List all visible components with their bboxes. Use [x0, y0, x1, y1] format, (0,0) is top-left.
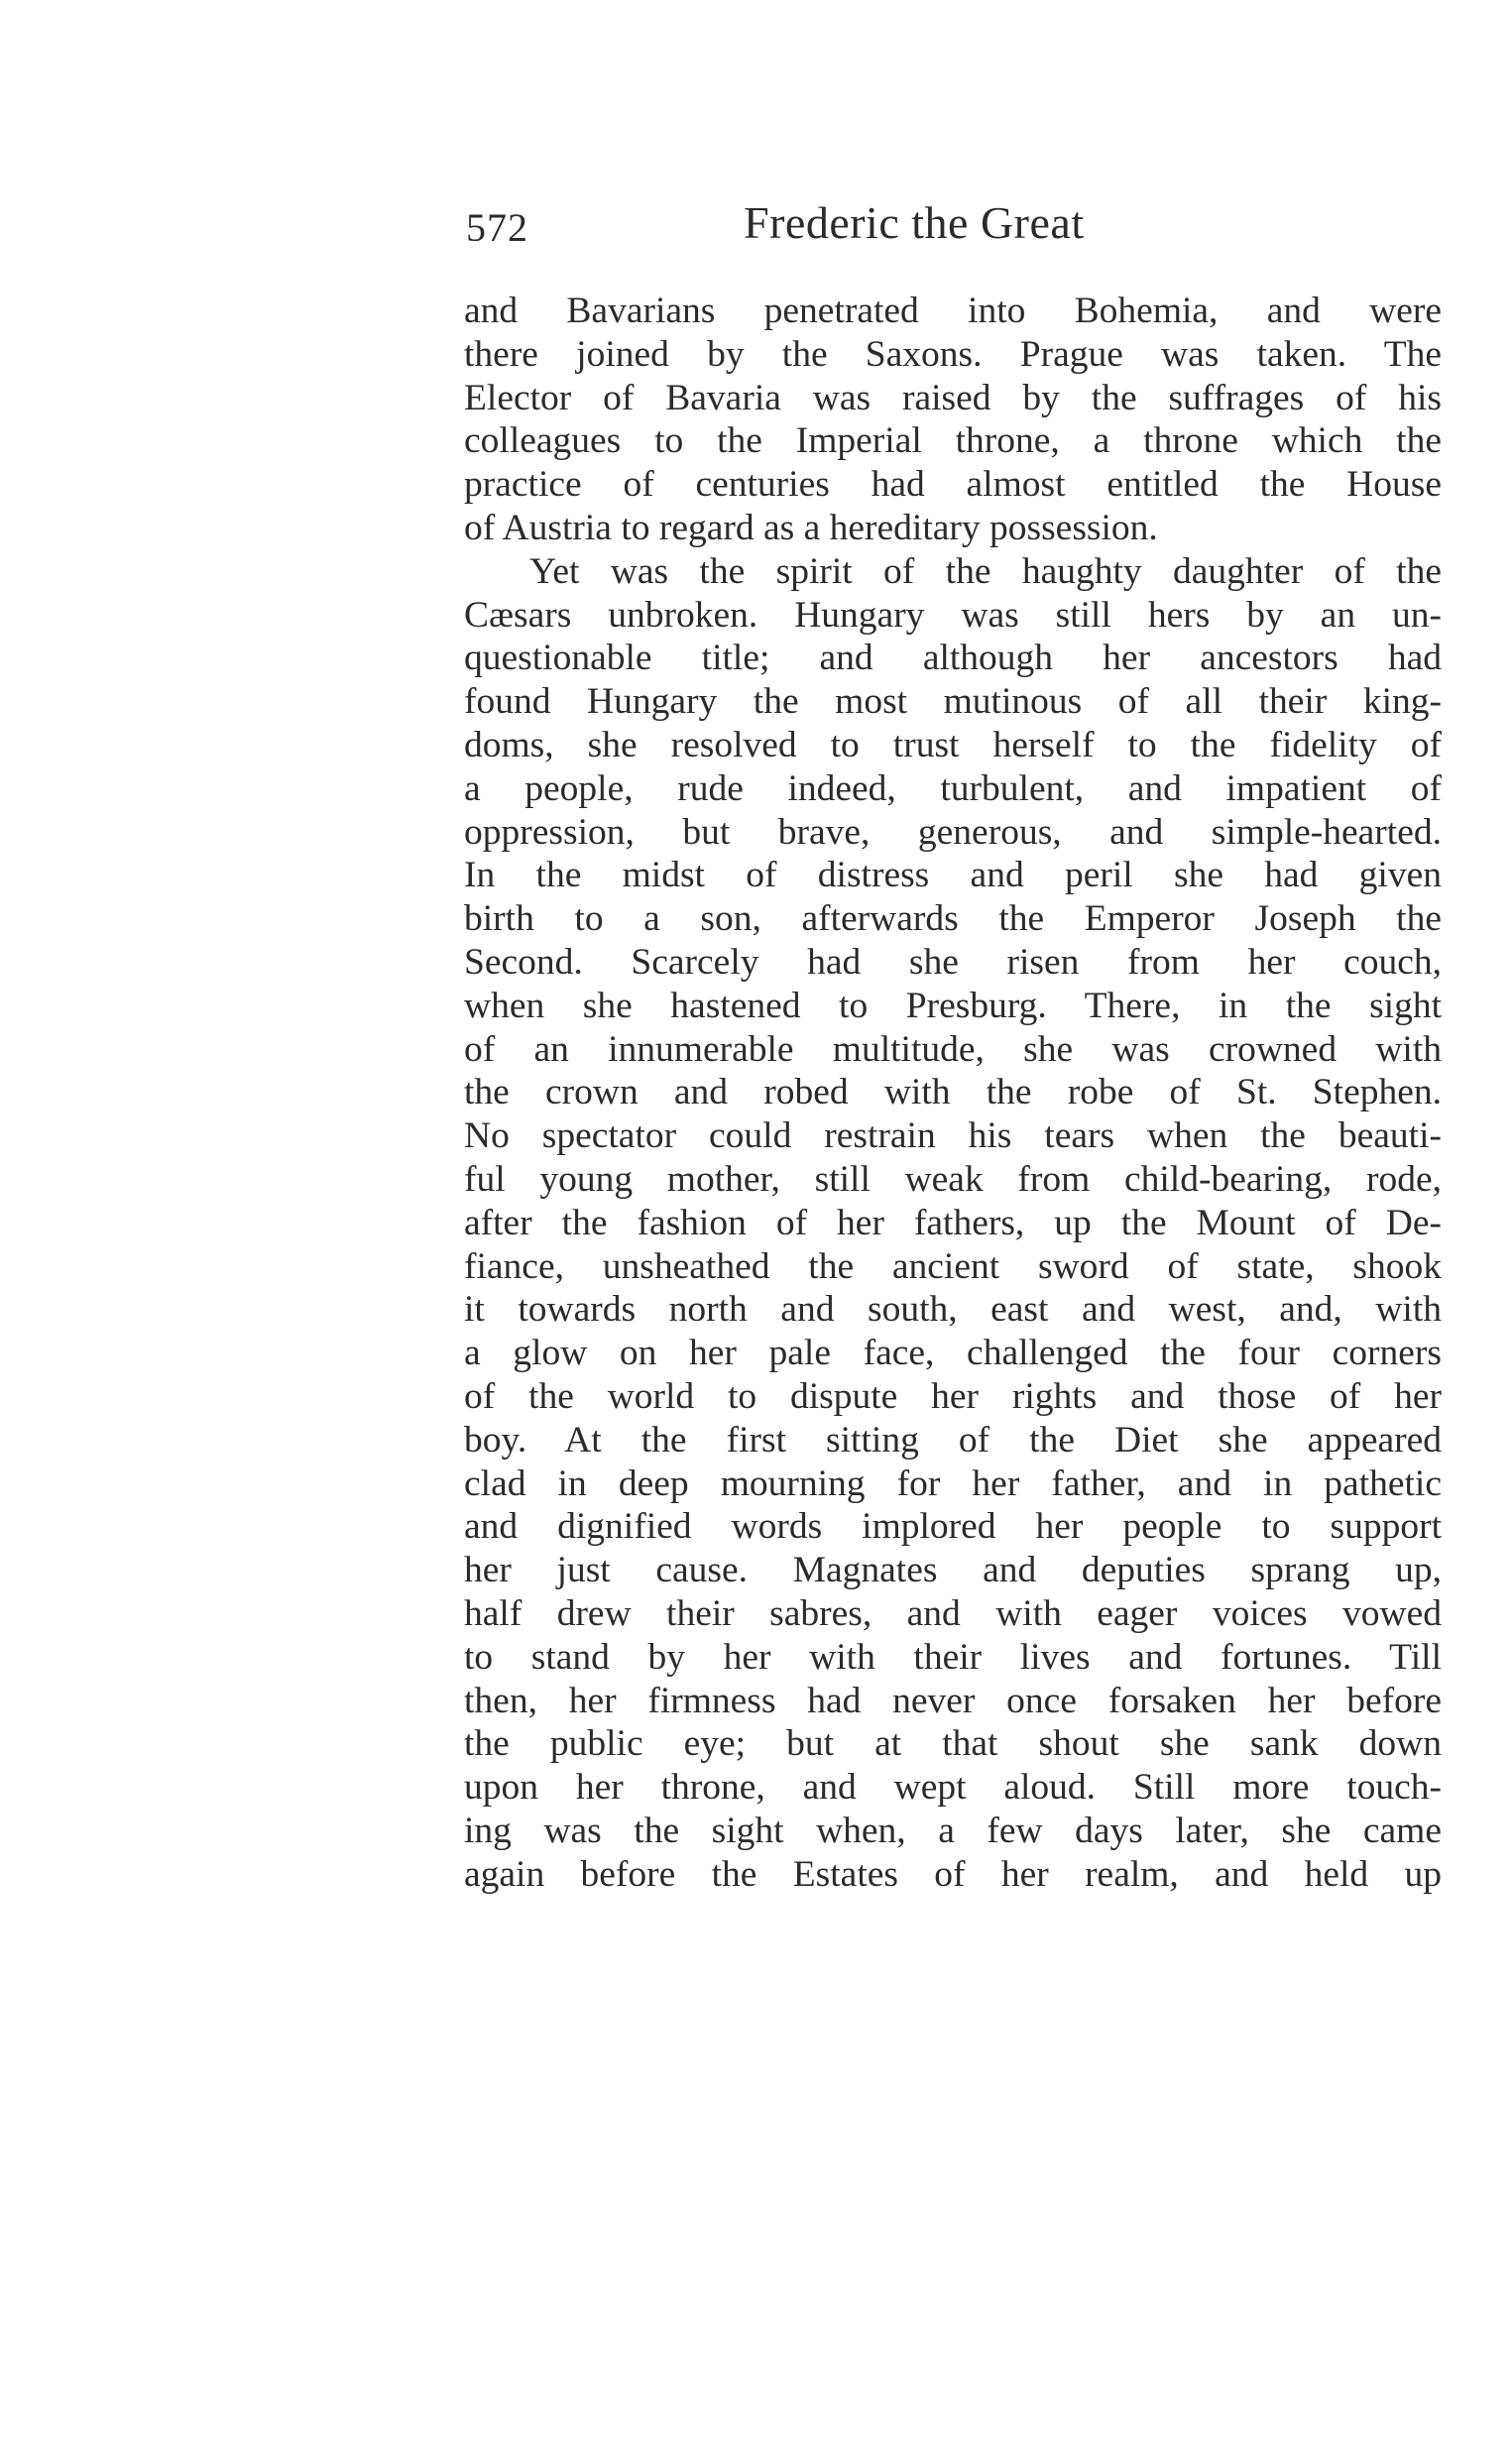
text-line: clad in deep mourning for her father, and in pathetic	[464, 1462, 1442, 1504]
text-line: and Bavarians penetrated into Bohemia, and were	[464, 291, 1442, 331]
text-line: when she hastened to Presburg. There, in the sight	[464, 985, 1442, 1026]
text-line: boy. At the first sitting of the Diet she appeared	[464, 1419, 1442, 1461]
text-line: Yet was the spirit of the haughty daughter of the	[529, 550, 1442, 592]
text-line: after the fashion of her fathers, up the Mount of De-	[464, 1202, 1442, 1243]
text-line: doms, she resolved to trust herself to the fidelity of	[464, 724, 1442, 765]
text-line: it towards north and south, east and west, and, with	[464, 1289, 1442, 1331]
text-line: of an innumerable multitude, she was crowned with	[464, 1028, 1442, 1070]
running-title: Frederic the Great	[744, 197, 1085, 248]
text-line: of the world to dispute her rights and those of her	[464, 1375, 1442, 1417]
text-line: to stand by her with their lives and fortunes. Till	[464, 1636, 1442, 1678]
text-line: then, her firmness had never once forsaken her before	[464, 1680, 1442, 1721]
paragraph-2	[464, 550, 1442, 1897]
text-line: the crown and robed with the robe of St. Stephen.	[464, 1072, 1442, 1113]
page-number: 572	[466, 205, 528, 250]
text-line: again before the Estates of her realm, and held up	[464, 1853, 1442, 1895]
text-line: practice of centuries had almost entitled the House	[464, 464, 1442, 506]
text-line: of Austria to regard as a hereditary possession.	[464, 507, 1158, 548]
page-header	[466, 196, 1457, 266]
text-line: found Hungary the most mutinous of all their king-	[464, 681, 1442, 723]
text-line: colleagues to the Imperial throne, a throne which the	[464, 420, 1442, 462]
text-line: No spectator could restrain his tears when the beauti-	[464, 1115, 1442, 1157]
text-line: oppression, but brave, generous, and simple-hearted.	[464, 811, 1442, 853]
text-line: a people, rude indeed, turbulent, and impatient of	[464, 767, 1442, 809]
text-line: Second. Scarcely had she risen from her couch,	[464, 941, 1442, 983]
text-line: the public eye; but at that shout she sank down	[464, 1723, 1442, 1765]
text-line: questionable title; and although her ancestors had	[464, 638, 1442, 679]
text-line: and dignified words implored her people to support	[464, 1506, 1442, 1548]
paragraph-1	[464, 290, 1442, 550]
text-line: In the midst of distress and peril she had given	[464, 855, 1442, 896]
text-line: upon her throne, and wept aloud. Still more touch-	[464, 1767, 1442, 1809]
text-line: there joined by the Saxons. Prague was taken. The	[464, 333, 1442, 375]
text-line: her just cause. Magnates and deputies sprang up,	[464, 1550, 1442, 1591]
text-line: ful young mother, still weak from child-bearing, rode,	[464, 1158, 1442, 1200]
text-line: a glow on her pale face, challenged the four corners	[464, 1333, 1442, 1374]
text-line: Elector of Bavaria was raised by the suffrages of his	[464, 377, 1442, 418]
text-line: ing was the sight when, a few days later, she came	[464, 1810, 1442, 1851]
text-line: half drew their sabres, and with eager voices vowed	[464, 1592, 1442, 1634]
text-line: Cæsars unbroken. Hungary was still hers by an un-	[464, 594, 1442, 636]
body-text	[464, 290, 1442, 1896]
text-line: fiance, unsheathed the ancient sword of state, shook	[464, 1245, 1442, 1287]
text-line: birth to a son, afterwards the Emperor Joseph the	[464, 898, 1442, 940]
